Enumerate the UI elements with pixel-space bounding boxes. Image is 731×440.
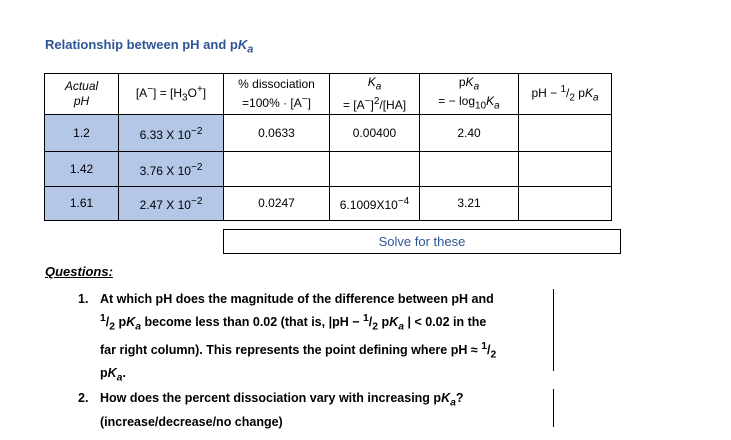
cell-percent[interactable]: 0.0247 <box>224 187 330 221</box>
cell-ph: 1.42 <box>45 152 119 187</box>
page-title: Relationship between pH and $pK_a$ <box>45 37 254 56</box>
cell-a-minus: 2.47 X $10^{-2}$ <box>119 187 224 221</box>
cell-ph: 1.2 <box>45 115 119 152</box>
question-2: 2. How does the percent dissociation vary with increasing $pK_a$? (increase/decrease/no change) <box>78 391 464 429</box>
question-1-number: 1. <box>78 292 89 306</box>
cell-ka[interactable]: 0.00400 <box>330 115 420 152</box>
table-row <box>45 187 612 221</box>
table-row <box>45 152 612 187</box>
question-1-line1: At which pH does the magnitude of the difference between pH and <box>100 292 494 306</box>
cell-a-minus: 6.33 X $10^{-2}$ <box>119 115 224 152</box>
answer-margin-line-1 <box>553 289 554 371</box>
header-a-minus: $[A^-] = [H_3O^+]$ <box>119 74 224 115</box>
cell-ka[interactable] <box>330 152 420 187</box>
cell-ka[interactable]: $6.1009X10^{-4}$ <box>330 187 420 221</box>
header-actual-ph: Actual pH <box>45 74 119 115</box>
question-2-number: 2. <box>78 391 89 405</box>
cell-percent[interactable]: 0.0633 <box>224 115 330 152</box>
table-header-row <box>45 74 612 115</box>
solve-for-these-box: Solve for these <box>223 229 621 254</box>
cell-pka[interactable]: 2.40 <box>420 115 519 152</box>
cell-diff[interactable] <box>519 187 612 221</box>
header-pka: $pK_a$ = − $\log_{10}K_a$ <box>420 74 519 115</box>
cell-pka[interactable] <box>420 152 519 187</box>
question-1: 1. At which pH does the magnitude of the difference between pH and $^1/_2$ $pK_a$ become less than 0.02 (that is, $|pH - ^1/_2$ $pK_a$ | < 0.02 in the far right column). This represents the point defining where pH ≈ $^1/_2$ $pK_a$. <box>78 292 497 384</box>
cell-diff[interactable] <box>519 152 612 187</box>
answer-margin-line-2 <box>553 389 554 427</box>
cell-a-minus: 3.76 X $10^{-2}$ <box>119 152 224 187</box>
cell-percent[interactable] <box>224 152 330 187</box>
cell-ph: 1.61 <box>45 187 119 221</box>
table-row <box>45 115 612 152</box>
header-ph-minus-half-pka: pH − $^1/_2$ $pK_a$ <box>519 74 612 115</box>
header-ka: $K_a$ = $[A^-]^2/[HA]$ <box>330 74 420 115</box>
data-table <box>44 73 612 221</box>
header-percent-dissociation: % dissociation =100% · [A−] <box>224 74 330 115</box>
cell-diff[interactable] <box>519 115 612 152</box>
cell-pka[interactable]: 3.21 <box>420 187 519 221</box>
questions-heading: Questions: <box>45 264 113 279</box>
